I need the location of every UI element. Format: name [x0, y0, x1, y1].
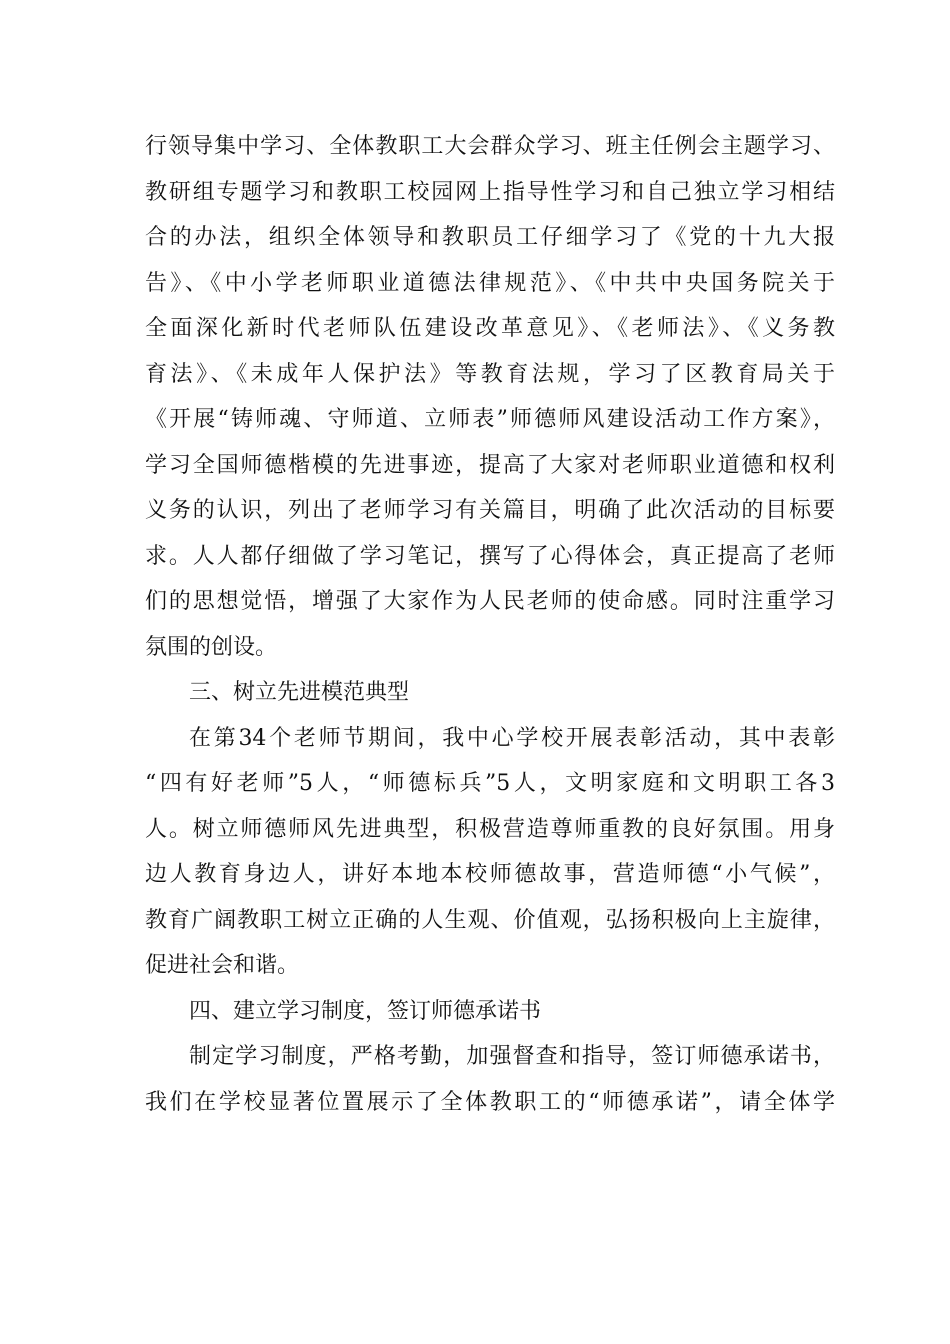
- text-line: 制定学习制度，严格考勤，加强督查和指导，签订师德承诺书，: [189, 1044, 835, 1069]
- text-line: 育法》、《未成年人保护法》等教育法规，学习了区教育局关于: [145, 361, 835, 387]
- text-line: 我们在学校显著位置展示了全体教职工的“师德承诺”，请全体学: [145, 1089, 835, 1115]
- text-line: 们的思想觉悟，增强了大家作为人民老师的使命感。同时注重学习: [145, 589, 835, 614]
- text-line: 《开展“铸师魂、守师道、立师表”师德师风建设活动工作方案》，: [145, 407, 835, 432]
- section-heading: 三、树立先进模范典型: [189, 680, 410, 705]
- text-line: 学习全国师德楷模的先进事迹，提高了大家对老师职业道德和权利: [145, 452, 835, 478]
- text-line: 促进社会和谐。: [145, 953, 300, 978]
- text-line: 行领导集中学习、全体教职工大会群众学习、班主任例会主题学习、: [145, 134, 835, 159]
- text-line: 在第34个老师节期间，我中心学校开展表彰活动，其中表彰: [189, 725, 835, 751]
- text-line: 求。人人都仔细做了学习笔记，撰写了心得体会，真正提高了老师: [145, 543, 835, 569]
- text-line: 教育广阔教职工树立正确的人生观、价值观，弘扬积极向上主旋律，: [145, 907, 835, 933]
- text-line: 教研组专题学习和教职工校园网上指导性学习和自己独立学习相结: [145, 179, 835, 205]
- text-line: 合的办法，组织全体领导和教职员工仔细学习了《党的十九大报: [145, 225, 835, 250]
- text-line: 义务的认识，列出了老师学习有关篇目，明确了此次活动的目标要: [145, 498, 835, 523]
- text-line: 人。树立师德师风先进典型，积极营造尊师重教的良好氛围。用身: [145, 816, 835, 842]
- text-line: 氛围的创设。: [145, 634, 278, 660]
- text-line: 边人教育身边人，讲好本地本校师德故事，营造师德“小气候”，: [145, 862, 835, 887]
- text-line: “四有好老师”5人，“师德标兵”5人，文明家庭和文明职工各3: [145, 771, 835, 796]
- document-body: [145, 124, 835, 1125]
- section-heading: 四、建立学习制度，签订师德承诺书: [189, 998, 542, 1024]
- text-line: 全面深化新时代老师队伍建设改革意见》、《老师法》、《义务教: [145, 316, 835, 341]
- text-line: 告》、《中小学老师职业道德法律规范》、《中共中央国务院关于: [145, 270, 835, 296]
